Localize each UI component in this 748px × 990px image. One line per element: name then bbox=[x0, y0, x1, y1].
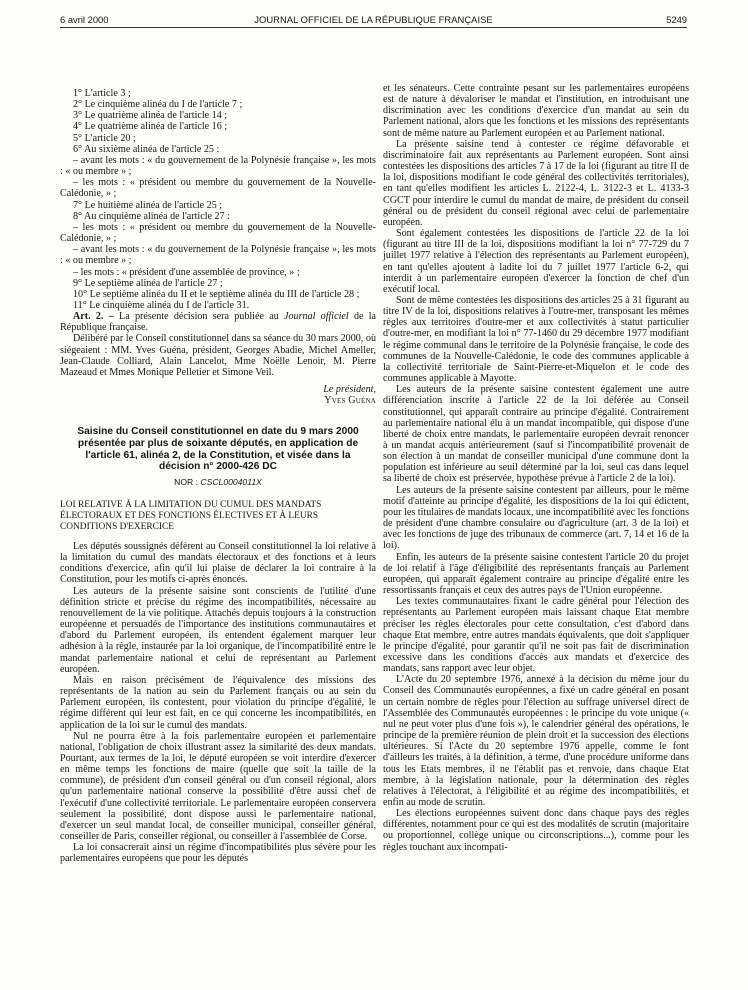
list-item: – les mots : « président ou membre du gouvernement de la Nouvelle-Calédonie, » ; bbox=[60, 221, 376, 245]
signature-role: Le président, bbox=[323, 384, 376, 396]
body-paragraph: Les textes communautaires fixant le cadre général pour l'élection des représentants au Parlement européen mais laissant chaque Etat membre préciser les règles électorales pour cette consultation, c'est d'abord dans chaque Etat membre, entre autres mandats équivalents, que doit s'appliquer le principe d'égalité, pour garantir qu'il ne soit pas fait de discrimination excessive dans les conditions d'accès aux mandats et d'exercice des mandats, sans rapport avec leur objet. bbox=[383, 596, 689, 675]
list-item: 8° Au cinquième alinéa de l'article 27 : bbox=[73, 210, 230, 222]
body-paragraph: Sont également contestées les dispositions de l'article 22 de la loi (figurant au titre III de la loi, dispositions modifiant la loi n° 77-729 du 7 juillet 1977 relative à l'élection des représentants au Parlement européen), en tant qu'elles ajoutent à ladite loi du 7 juillet 1977 l'article 6-2, qui interdit à un parlementaire européen d'exercer la fonction de chef d'un exécutif local. bbox=[383, 228, 689, 295]
list-item: 5° L'article 20 ; bbox=[73, 132, 136, 144]
nor-label: NOR : bbox=[174, 476, 201, 487]
header-rule bbox=[60, 27, 687, 28]
body-paragraph: L'Acte du 20 septembre 1976, annexé à la décision du même jour du Conseil des Communautés européennes, a fixé un cadre général en posant un certain nombre de règles pour l'élection au suffrage universel direct de l'Assemblée des Communautés européennes : le principe du vote unique (« nul ne peut voter plus d'une fois »), le calendrier général des opérations, le principe de la première réunion de plein droit et la succession des élections ultérieures. Si l'Acte du 20 septembre 1976 appelle, comme le font d'ailleurs les traités, à la définition, à terme, d'une procédure uniforme dans tous les Etats membres, il ne l'établit pas et renvoie, dans chaque Etat membre, à la législation nationale, pour la détermination des règles relatives à l'électorat, à l'éligibilité et au régime des incompatibilités, et enfin au mode de scrutin. bbox=[383, 674, 689, 808]
nor-reference bbox=[60, 477, 376, 488]
article-2-journal: Journal officiel bbox=[284, 311, 349, 323]
list-item: 7° Le huitième alinéa de l'article 25 ; bbox=[73, 199, 223, 211]
body-paragraph: Les auteurs de la présente saisine contestent par ailleurs, pour le même motif d'atteinte au principe d'égalité, les dispositions de la loi qui édictent, pour les titulaires de mandats locaux, une incompatibilité avec les fonctions de président d'une chambre consulaire ou d'agriculture (art. 3 de la loi) et avec les fonctions de juge des tribunaux de commerce (art. 7, 14 et 16 de la loi). bbox=[383, 484, 689, 552]
signature-name: Yves Guéna bbox=[324, 395, 376, 407]
body-paragraph: La présente saisine tend à contester ce régime défavorable et discriminatoire fait aux représentants au Parlement européen. Sont ainsi contestées les dispositions des articles 7 à 17 de la loi (figurant au titre II de la loi, dispositions modifiant le code général des collectivités territoriales), en tant qu'elles modifient les articles L. 2122-4, L. 3122-3 et L. 4133-3 CGCT pour interdire le cumul du mandat de maire, de président du conseil général ou de président du conseil régional avec celui de parlementaire européen. bbox=[383, 138, 689, 228]
list-item: 11° Le cinquième alinéa du I de l'article 31. bbox=[73, 299, 250, 311]
right-column bbox=[383, 83, 689, 853]
left-column bbox=[60, 88, 376, 865]
body-paragraph: Nul ne pourra être à la fois parlementaire européen et parlementaire national, l'obligation de choix illustrant assez la similarité des deux mandats. Pourtant, aux termes de la loi, le député européen se voit interdire d'exercer en même temps les fonctions de maire (quelle que soit la taille de la commune), de président d'un conseil général ou d'un conseil régional, alors qu'un parlementaire national conserve la possibilité d'être aussi chef de l'exécutif d'une collectivité territoriale. Le parlementaire européen conservera seulement la possibilité, dont dispose aussi le parlementaire national, d'exercer un seul mandat local, de conseiller municipal, conseiller général, conseiller de Paris, conseiller régional, ou conseiller à l'assemblée de Corse. bbox=[60, 730, 376, 843]
list-item: 6° Au sixième alinéa de l'article 25 : bbox=[73, 143, 220, 155]
body-paragraph: Les auteurs de la présente saisine sont conscients de l'utilité d'une définition stricte et précise du régime des incompatibilités, nécessaire au renouvellement de la vie politique. Attachés depuis toujours à la construction européenne et persuadés de l'importance des institutions communautaires et d'abord du Parlement européen, ils entendent également marquer leur adhésion à la règle, instaurée par la loi organique, de l'incompatibilité entre le mandat parlementaire national et celui de représentant au Parlement européen. bbox=[60, 585, 376, 675]
body-paragraph: et les sénateurs. Cette contrainte pesant sur les parlementaires européens est de nature à dévaloriser le mandat et l'institution, en introduisant une discrimination avec les conditions d'exercice d'un mandat au sein du Parlement national, alors que les fonctions et les missions des représentants sont de même nature au Parlement européen et au Parlement national. bbox=[383, 83, 689, 139]
list-item: 1° L'article 3 ; bbox=[73, 88, 131, 99]
list-item: 4° Le quatrième alinéa de l'article 16 ; bbox=[73, 121, 228, 133]
article-2-text-b: de la République française. bbox=[60, 311, 377, 334]
deliberation-paragraph: Délibéré par le Conseil constitutionnel dans sa séance du 30 mars 2000, où siégeaient : MM. Yves Guéna, président, Georges Abadie, Michel Ameller, Jean-Claude Colliard, Alain Lancelot, Mme Noëlle Lenoir, M. Pierre Mazeaud et Mmes Monique Pelletier et Simone Veil. bbox=[60, 333, 376, 378]
list-item: – les mots : « président ou membre du gouvernement de la Nouvelle-Calédonie, » ; bbox=[60, 177, 376, 200]
body-paragraph: Mais en raison précisément de l'équivalence des missions des représentants de la nation au sein du Parlement français ou au sein du Parlement européen, ils contestent, pour violation du principe d'égalité, le régime différent qui leur est fait, en ce qui concerne les incompatibilités, en application de la loi sur le cumul des mandats. bbox=[60, 674, 376, 731]
list-item: – les mots : « président d'une assemblée de province, » ; bbox=[73, 266, 300, 278]
law-title: LOI RELATIVE À LA LIMITATION DU CUMUL DES MANDATS ÉLECTORAUX ET DES FONCTIONS ÉLECTIVES ET À LEURS CONDITIONS D'EXERCICE bbox=[60, 500, 322, 532]
body-paragraph: La loi consacrerait ainsi un régime d'incompatibilités plus sévère pour les parlementaires européens que pour les députés bbox=[60, 842, 376, 865]
body-paragraph: Les auteurs de la présente saisine contestent également une autre différenciation inscrite à l'article 22 de la loi déférée au Conseil constitutionnel, qui apparaît contraire au principe d'égalité. Contrairement au parlementaire national élu à un mandat incompatible, qui dispose d'une liberté de choix entre mandats, le parlementaire européen devrait renoncer à un mandat acquis antérieurement (sauf si l'incompatibilité provenait de son élection à un mandat de conseiller municipal d'une commune dont la population est inférieure au seuil déterminé par la loi, seul cas dans lequel sa liberté de choix est préservée, hypothèse prévue à l'article 2 de la loi). bbox=[383, 384, 689, 485]
list-item: 10° Le septième alinéa du II et le septième alinéa du III de l'article 28 ; bbox=[73, 288, 360, 300]
saisine-title: Saisine du Conseil constitutionnel en date du 9 mars 2000 présentée par plus de soixante députés, en application de l'article 61, alinéa 2, de la Constitution, et visée dans la décision n° 2000-426 DC bbox=[77, 426, 359, 473]
list-item: 3° Le quatrième alinéa de l'article 14 ; bbox=[73, 110, 228, 122]
nor-code: CSCL0004011X bbox=[200, 476, 262, 487]
body-paragraph: Sont de même contestées les dispositions des articles 25 à 31 figurant au titre IV de la loi, dispositions relatives à l'outre-mer, transposant les mêmes règles aux territoires d'outre-mer et aux collectivités à statut particulier d'outre-mer, en modifiant la loi n° 77-1460 du 29 décembre 1977 modifiant le régime communal dans le territoire de la Polynésie française, le code des communes de la Nouvelle-Calédonie, le code des communes applicable à la collectivité territoriale de Saint-Pierre-et-Miquelon et le code des communes applicable à Mayotte. bbox=[383, 294, 689, 385]
list-item: – avant les mots : « du gouvernement de la Polynésie française », les mots : « ou membre » ; bbox=[60, 154, 376, 178]
body-paragraph: Enfin, les auteurs de la présente saisine contestent l'article 20 du projet de loi relatif à l'âge d'éligibilité des représentants français au Parlement européen, qui apparaît également contraire au principe d'égalité entre les ressortissants français et ceux des autres pays de l'Union européenne. bbox=[383, 551, 689, 597]
body-paragraph: Les députés soussignés défèrent au Conseil constitutionnel la loi relative à la limitation du cumul des mandats électoraux et des fonctions et à leurs conditions d'exercice, afin qu'il lui plaise de déclarer la loi contraire à la Constitution, pour les motifs ci-après énoncés. bbox=[60, 541, 376, 586]
article-2-label: Art. 2. – bbox=[73, 311, 114, 323]
body-paragraph: Les élections européennes suivent donc dans chaque pays des règles différentes, notamment pour ce qui est des modalités de scrutin (majoritaire ou proportionnel, collège unique ou circonscriptions...), comme pour les règles touchant aux incompati- bbox=[383, 808, 689, 853]
page-header bbox=[60, 14, 687, 28]
header-date: 6 avril 2000 bbox=[60, 14, 109, 25]
list-item: 9° Le septième alinéa de l'article 27 ; bbox=[73, 277, 223, 289]
list-item: – avant les mots : « du gouvernement de la Polynésie française », les mots : « ou membre » ; bbox=[60, 244, 376, 267]
list-item: 2° Le cinquième alinéa du I de l'article 7 ; bbox=[73, 99, 243, 111]
header-journal-title: JOURNAL OFFICIEL DE LA RÉPUBLIQUE FRANÇAISE bbox=[254, 14, 493, 25]
signature-block bbox=[60, 384, 376, 406]
header-page-number: 5249 bbox=[666, 14, 687, 25]
article-2-text-a: La présente décision sera publiée au bbox=[113, 311, 284, 323]
article-2 bbox=[60, 311, 376, 333]
